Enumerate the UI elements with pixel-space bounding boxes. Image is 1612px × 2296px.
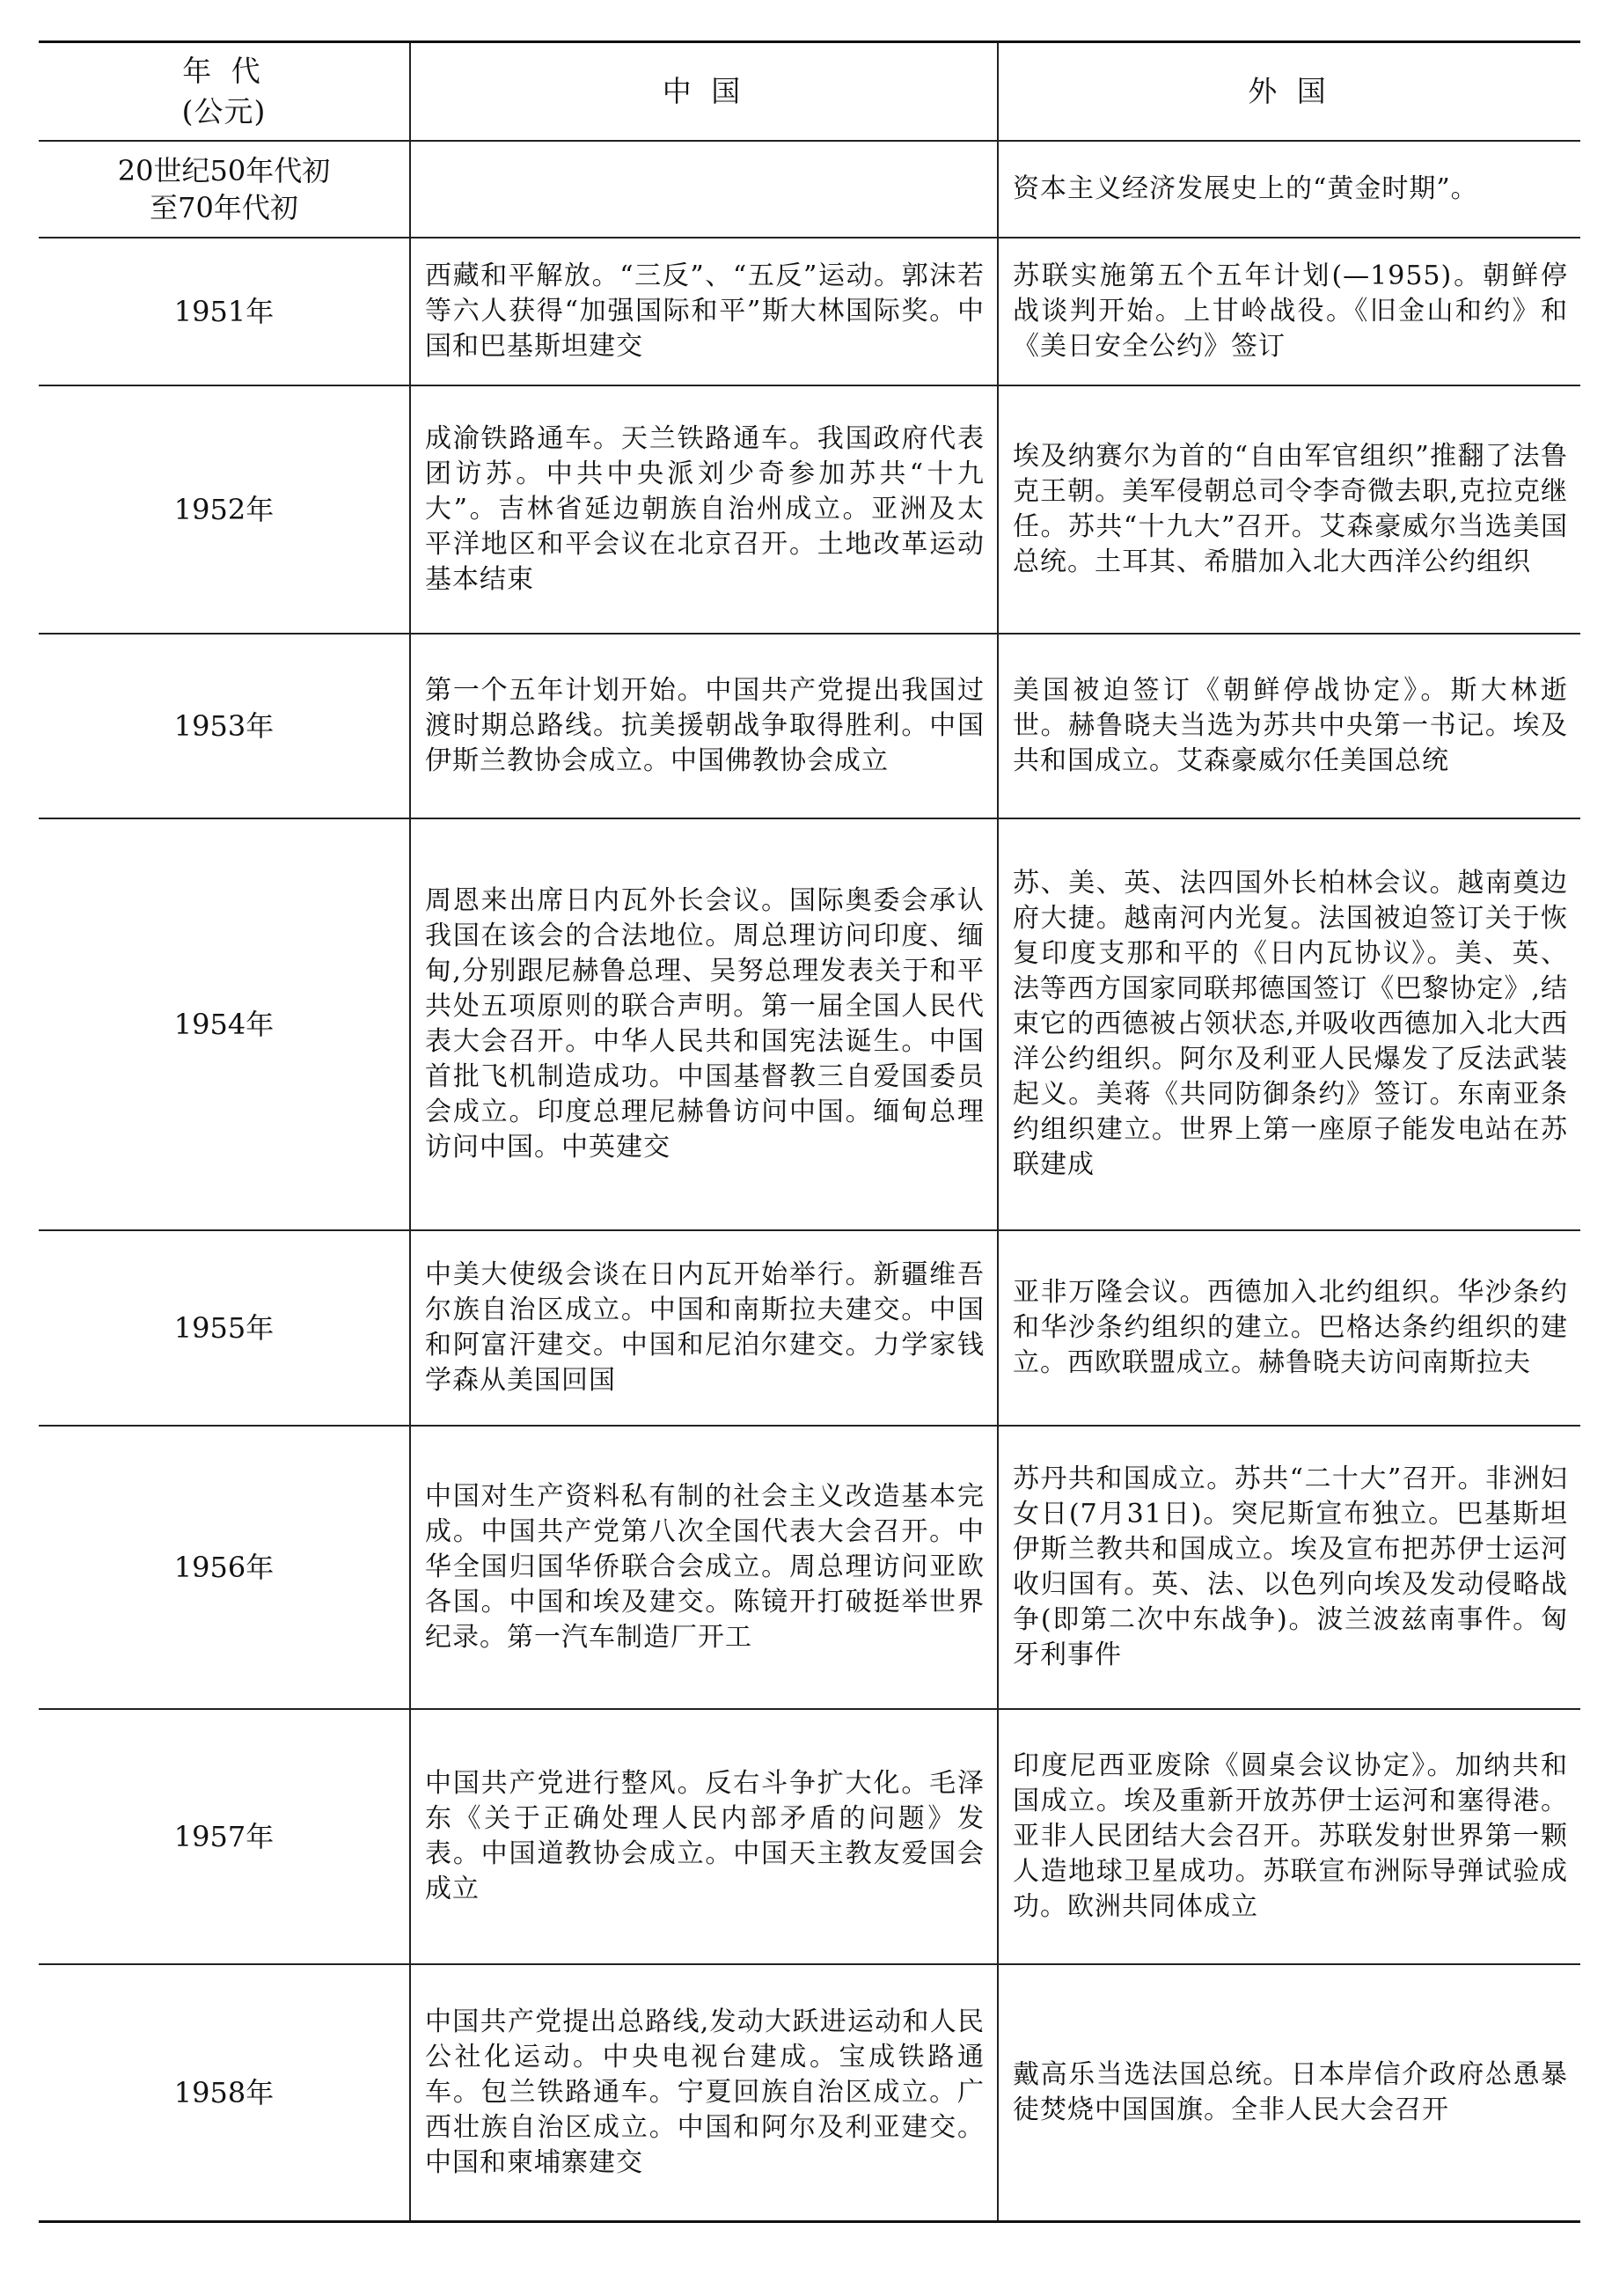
foreign-cell: 埃及纳赛尔为首的“自由军官组织”推翻了法鲁克王朝。美军侵朝总司令李奇微去职,克拉克继任。苏共“十九大”召开。艾森豪威尔当选美国总统。土耳其、希腊加入北大西洋公约组织 (998, 385, 1580, 634)
china-cell: 中国对生产资料私有制的社会主义改造基本完成。中国共产党第八次全国代表大会召开。中华全国归国华侨联合会成立。周总理访问亚欧各国。中国和埃及建交。陈镜开打破挺举世界纪录。第一汽车制造厂开工 (410, 1426, 998, 1709)
table-row (39, 141, 1580, 238)
year-cell: 1951年 (39, 238, 410, 385)
foreign-cell (998, 141, 1580, 238)
table-row (39, 1964, 1580, 2221)
china-cell: 成渝铁路通车。天兰铁路通车。我国政府代表团访苏。中共中央派刘少奇参加苏共“十九大”。吉林省延边朝族自治州成立。亚洲及太平洋地区和平会议在北京召开。土地改革运动基本结束 (410, 385, 998, 634)
table-row (39, 238, 1580, 385)
year-cell: 1954年 (39, 818, 410, 1230)
foreign-cell: 苏、美、英、法四国外长柏林会议。越南奠边府大捷。越南河内光复。法国被迫签订关于恢复印度支那和平的《日内瓦协议》。美、英、法等西方国家同联邦德国签订《巴黎协定》,结束它的西德被占领状态,并吸收西德加入北大西洋公约组织。阿尔及利亚人民爆发了反法武装起义。美蒋《共同防御条约》签订。东南亚条约组织建立。世界上第一座原子能发电站在苏联建成 (998, 818, 1580, 1230)
year-text: 20世纪50年代初至70年代初 (117, 154, 331, 224)
foreign-cell: 戴高乐当选法国总统。日本岸信介政府怂恿暴徒焚烧中国国旗。全非人民大会召开 (998, 1964, 1580, 2221)
year-cell (39, 141, 410, 238)
foreign-cell: 苏联实施第五个五年计划(—1955)。朝鲜停战谈判开始。上甘岭战役。《旧金山和约》和《美日安全公约》签订 (998, 238, 1580, 385)
china-cell (410, 141, 998, 238)
header-china: 中 国 (410, 42, 998, 142)
table-row (39, 1709, 1580, 1964)
header-year (39, 42, 410, 142)
year-cell: 1958年 (39, 1964, 410, 2221)
year-cell: 1957年 (39, 1709, 410, 1964)
table-header-row (39, 42, 1580, 142)
table-row (39, 1230, 1580, 1426)
china-cell: 中国共产党进行整风。反右斗争扩大化。毛泽东《关于正确处理人民内部矛盾的问题》发表。中国道教协会成立。中国天主教友爱国会成立 (410, 1709, 998, 1964)
year-cell: 1952年 (39, 385, 410, 634)
header-year-label: 年 代 (182, 54, 266, 88)
table-row (39, 818, 1580, 1230)
table-row (39, 385, 1580, 634)
header-year-sub: (公元) (181, 94, 267, 128)
chronology-table (39, 40, 1580, 2223)
year-cell: 1956年 (39, 1426, 410, 1709)
china-cell: 西藏和平解放。“三反”、“五反”运动。郭沫若等六人获得“加强国际和平”斯大林国际奖。中国和巴基斯坦建交 (410, 238, 998, 385)
table-row (39, 1426, 1580, 1709)
foreign-cell: 亚非万隆会议。西德加入北约组织。华沙条约和华沙条约组织的建立。巴格达条约组织的建立。西欧联盟成立。赫鲁晓夫访问南斯拉夫 (998, 1230, 1580, 1426)
year-cell: 1953年 (39, 634, 410, 818)
foreign-text: 资本主义经济发展史上的“黄金时期”。 (1013, 173, 1478, 204)
header-foreign: 外 国 (998, 42, 1580, 142)
china-cell: 中国共产党提出总路线,发动大跃进运动和人民公社化运动。中央电视台建成。宝成铁路通车。包兰铁路通车。宁夏回族自治区成立。广西壮族自治区成立。中国和阿尔及利亚建交。中国和柬埔寨建交 (410, 1964, 998, 2221)
china-cell: 中美大使级会谈在日内瓦开始举行。新疆维吾尔族自治区成立。中国和南斯拉夫建交。中国和阿富汗建交。中国和尼泊尔建交。力学家钱学森从美国回国 (410, 1230, 998, 1426)
china-cell: 第一个五年计划开始。中国共产党提出我国过渡时期总路线。抗美援朝战争取得胜利。中国伊斯兰教协会成立。中国佛教协会成立 (410, 634, 998, 818)
year-cell: 1955年 (39, 1230, 410, 1426)
foreign-cell: 印度尼西亚废除《圆桌会议协定》。加纳共和国成立。埃及重新开放苏伊士运河和塞得港。亚非人民团结大会召开。苏联发射世界第一颗人造地球卫星成功。苏联宣布洲际导弹试验成功。欧洲共同体成立 (998, 1709, 1580, 1964)
foreign-cell: 苏丹共和国成立。苏共“二十大”召开。非洲妇女日(7月31日)。突尼斯宣布独立。巴基斯坦伊斯兰教共和国成立。埃及宣布把苏伊士运河收归国有。英、法、以色列向埃及发动侵略战争(即第二次中东战争)。波兰波兹南事件。匈牙利事件 (998, 1426, 1580, 1709)
table-row (39, 634, 1580, 818)
foreign-cell: 美国被迫签订《朝鲜停战协定》。斯大林逝世。赫鲁晓夫当选为苏共中央第一书记。埃及共和国成立。艾森豪威尔任美国总统 (998, 634, 1580, 818)
china-cell: 周恩来出席日内瓦外长会议。国际奥委会承认我国在该会的合法地位。周总理访问印度、缅甸,分别跟尼赫鲁总理、吴努总理发表关于和平共处五项原则的联合声明。第一届全国人民代表大会召开。中华人民共和国宪法诞生。中国首批飞机制造成功。中国基督教三自爱国委员会成立。印度总理尼赫鲁访问中国。缅甸总理访问中国。中英建交 (410, 818, 998, 1230)
